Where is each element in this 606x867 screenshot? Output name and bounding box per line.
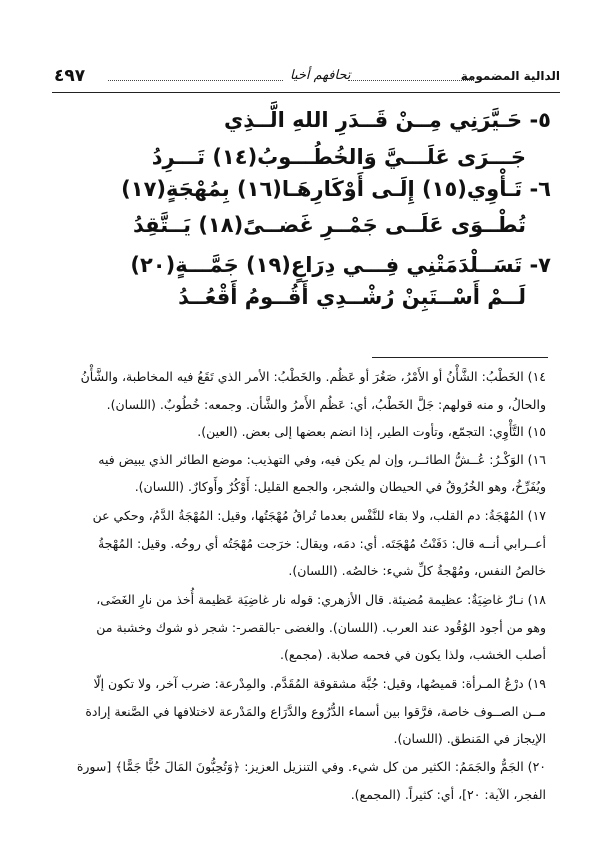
- footnote-line: وهو من أجود الوُقُود عند العرب. (اللسان). والغضى -بالقصر-: شجر ذو شوك وخشبة من: [96, 620, 546, 635]
- footnote-line: ١٨) نـارٌ غاضِيَةٌ: عظيمة مُضيئة. قال الأزهري: قوله نار غاضِيَة عَظيمة أُخذ من نارِ الغَضَى،: [96, 592, 546, 607]
- footnote-line: ١٩) درْعُ المـرأة: قميصُها، وقيل: جُبَّة مشقوقة المُقَدَّم. والمِدْرعة: ضرب آخر، ولا تكون إلّا: [93, 676, 546, 691]
- verse-7-first-hemistich: ٧- تَسَــلْدَمَتْنِي فِـــي دِرَاعٍ(١٩) جَمَّـــةٍ(٢٠): [130, 253, 551, 277]
- page-number: ٤٩٧: [54, 66, 86, 86]
- footnote-separator: [372, 357, 548, 358]
- verse-5-second-hemistich: جَـــرَى عَلَـــيَّ وَالخُطُـــوبُ(١٤) تَـــرِدُ: [151, 145, 526, 169]
- book-title: تحافهم أخيا: [290, 68, 351, 83]
- chapter-title: الدالية المضمومة: [460, 69, 560, 83]
- page-header: [52, 64, 560, 94]
- verse-6-first-hemistich: ٦- تَـأْوِي(١٥) إِلَـى أَوْكَارِهَـا(١٦) بِمُهْجَةٍ(١٧): [121, 177, 551, 201]
- footnote-line: ١٥) التَّأْوِي: التجمّع، وتأوت الطير، إذا انضم بعضها إلى بعض. (العين).: [197, 424, 546, 439]
- footnote-line: أعــرابي أنــه قال: دَفَنْتُ مُهْجَتَه. أي: دمَه، ويقال: خرَجت مُهْجَتُه أي روحُه. وقيل: المُهْجةُ: [97, 536, 546, 551]
- footnote-line: خالصُ النفس، ومُهْجةُ كلِّ شيء: خالصُه. (اللسان).: [288, 563, 546, 578]
- footnote-line: ١٧) المُهْجَةُ: دم القلب، ولا بقاء للنَّفْس بعدما تُراقُ مُهْجَتُها، وقيل: المُهْجَةُ الدَّمُ، وحكي عن: [92, 508, 546, 523]
- footnote-line: ٢٠) الجَمُّ والجَمَمُ: الكثير من كل شيء. وفي التنزيل العزيز: ﴿وَتُحِبُّونَ المَالَ حُبًّا جَمًّا﴾ [سورة: [76, 759, 546, 774]
- verse-5-first-hemistich: ٥- حَـيَّرَنِي مِــنْ قَــدَرِ اللهِ الَّــذِي: [224, 108, 551, 132]
- header-dots-left: [108, 80, 283, 81]
- footnote-line: الإيجاز في المَنطق. (اللسان).: [393, 731, 546, 746]
- footnote-line: أصلب الخشب، ولذا يكون في فحمه صلابة. (مجمع).: [280, 647, 546, 662]
- footnote-line: مــن الصــوف خاصة، فرَّقوا بين أسماء الدُّرُوع والدَّرَاع والمَدْرعة لاختلافها في الصَّنعة إرادة: [85, 704, 546, 719]
- header-rule: [52, 92, 560, 93]
- footnote-line: والحالُ، و منه قولهم: جَلَّ الخَطْبُ، أي: عَظُم الأَمرُ والشَّأن. وجمعه: خُطُوبٌ. (اللسان).: [106, 397, 546, 412]
- footnote-line: ويُفَرِّخُ، وهو الخُرُوقُ في الحيطان والشجر، والجمع القليل: أَوْكُرٌ وأَوكارٌ. (اللسان).: [134, 479, 546, 494]
- footnote-line: ١٤) الخَطْبُ: الشَّأْنُ أو الأَمْرُ، صَغُرَ أو عَظُم. والخَطْبُ: الأمر الذي تَقَعُ فيه المخاطبة، والشَّأْنُ: [80, 369, 546, 384]
- footnote-line: الفجر، الآية: ٢٠]، أي: كثيراً. (المجمع).: [350, 787, 546, 802]
- footnote-line: ١٦) الوَكْـرُ: عُــشُّ الطائــر، وإن لم يكن فيه، وفي التهذيب: موضع الطائر الذي يبيض فيه: [98, 452, 546, 467]
- header-dots-right: [348, 80, 474, 81]
- verse-7-second-hemistich: لَــمْ أَسْــتَبِنْ رُشْــدِي أَقُــومُ أَقْعُــدُ: [178, 285, 526, 309]
- verse-6-second-hemistich: تُطْــوَى عَلَــى جَمْــرِ غَضــىً(١٨) يَــتَّقِدُ: [132, 213, 526, 237]
